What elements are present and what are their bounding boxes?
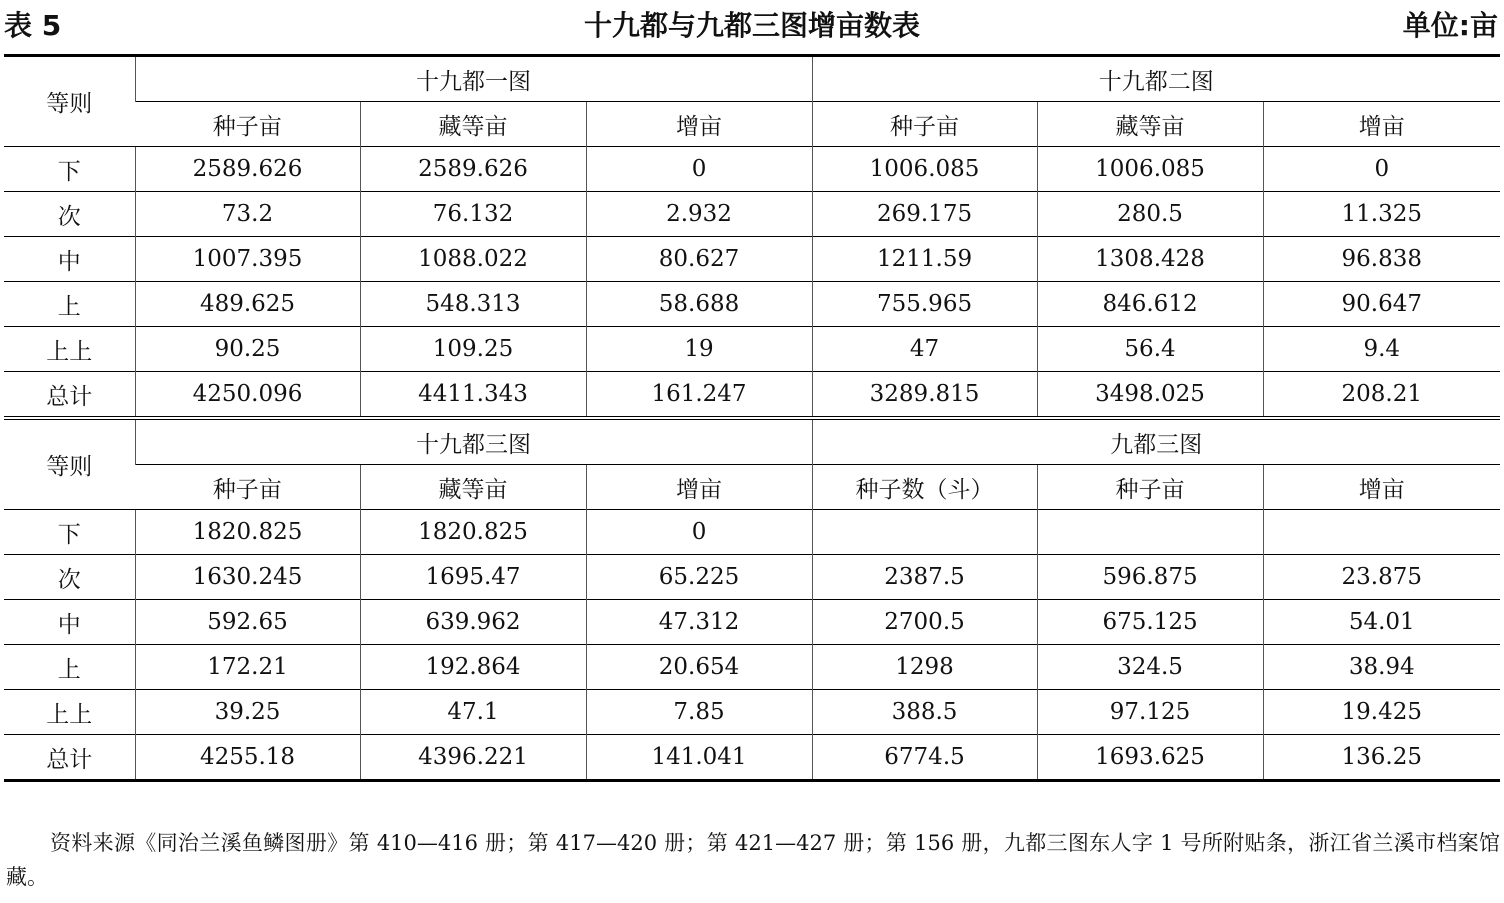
table-cell: 596.875 bbox=[1037, 555, 1263, 600]
table-cell: 109.25 bbox=[360, 327, 586, 372]
table-cell: 6774.5 bbox=[812, 735, 1037, 781]
table-cell bbox=[812, 510, 1037, 555]
row-label: 上 bbox=[4, 645, 135, 690]
table-cell: 9.4 bbox=[1263, 327, 1500, 372]
table-cell: 0 bbox=[1263, 147, 1500, 192]
group-b-header: 九都三图 bbox=[812, 418, 1500, 465]
table-cell: 2.932 bbox=[586, 192, 812, 237]
table-cell bbox=[1037, 510, 1263, 555]
table-cell: 39.25 bbox=[135, 690, 360, 735]
table-row bbox=[4, 645, 1500, 690]
table-cell: 592.65 bbox=[135, 600, 360, 645]
table-cell: 4250.096 bbox=[135, 372, 360, 419]
table-cell: 846.612 bbox=[1037, 282, 1263, 327]
table-cell bbox=[1263, 510, 1500, 555]
table-cell: 172.21 bbox=[135, 645, 360, 690]
column-header: 增亩 bbox=[1263, 465, 1500, 510]
table-cell: 1820.825 bbox=[135, 510, 360, 555]
table-row bbox=[4, 147, 1500, 192]
table-cell: 3289.815 bbox=[812, 372, 1037, 419]
table-cell: 324.5 bbox=[1037, 645, 1263, 690]
table-cell: 2589.626 bbox=[135, 147, 360, 192]
group-header-row bbox=[4, 56, 1500, 102]
table-cell: 639.962 bbox=[360, 600, 586, 645]
row-label: 中 bbox=[4, 600, 135, 645]
table-row bbox=[4, 555, 1500, 600]
table-cell: 280.5 bbox=[1037, 192, 1263, 237]
table-cell: 136.25 bbox=[1263, 735, 1500, 781]
row-label: 下 bbox=[4, 147, 135, 192]
table-cell: 7.85 bbox=[586, 690, 812, 735]
group-header-row bbox=[4, 418, 1500, 465]
row-label: 上上 bbox=[4, 690, 135, 735]
table-number: 表 5 bbox=[4, 9, 62, 42]
row-label: 总计 bbox=[4, 735, 135, 781]
table-cell: 675.125 bbox=[1037, 600, 1263, 645]
table-cell: 1211.59 bbox=[812, 237, 1037, 282]
table-cell: 47 bbox=[812, 327, 1037, 372]
table-row bbox=[4, 690, 1500, 735]
column-header: 藏等亩 bbox=[360, 465, 586, 510]
table-row bbox=[4, 510, 1500, 555]
table-row bbox=[4, 600, 1500, 645]
table-cell: 65.225 bbox=[586, 555, 812, 600]
column-header: 种子亩 bbox=[135, 102, 360, 147]
table-cell: 54.01 bbox=[1263, 600, 1500, 645]
source-note: 资料来源《同治兰溪鱼鳞图册》第 410—416 册；第 417—420 册；第 421—427 册；第 156 册，九都三图东人字 1 号所附贴条，浙江省兰溪市档案馆藏。 bbox=[6, 831, 1500, 889]
column-header: 藏等亩 bbox=[1037, 102, 1263, 147]
row-label: 次 bbox=[4, 192, 135, 237]
column-header: 增亩 bbox=[586, 465, 812, 510]
table-cell: 19 bbox=[586, 327, 812, 372]
table-cell: 20.654 bbox=[586, 645, 812, 690]
table-cell: 97.125 bbox=[1037, 690, 1263, 735]
table-cell: 1308.428 bbox=[1037, 237, 1263, 282]
table-cell: 1693.625 bbox=[1037, 735, 1263, 781]
column-header: 种子亩 bbox=[812, 102, 1037, 147]
table-cell: 269.175 bbox=[812, 192, 1037, 237]
column-header-row bbox=[4, 465, 1500, 510]
column-header: 藏等亩 bbox=[360, 102, 586, 147]
column-header: 增亩 bbox=[1263, 102, 1500, 147]
row-label: 次 bbox=[4, 555, 135, 600]
table-cell: 1007.395 bbox=[135, 237, 360, 282]
table-cell: 73.2 bbox=[135, 192, 360, 237]
table-cell: 2589.626 bbox=[360, 147, 586, 192]
table-cell: 1006.085 bbox=[812, 147, 1037, 192]
table-cell: 1088.022 bbox=[360, 237, 586, 282]
table-title-bar bbox=[0, 0, 1504, 46]
table-cell: 1695.47 bbox=[360, 555, 586, 600]
table-cell: 489.625 bbox=[135, 282, 360, 327]
table-cell: 755.965 bbox=[812, 282, 1037, 327]
table-cell: 4255.18 bbox=[135, 735, 360, 781]
row-label: 总计 bbox=[4, 372, 135, 419]
table-cell: 11.325 bbox=[1263, 192, 1500, 237]
table-cell: 4396.221 bbox=[360, 735, 586, 781]
table-cell: 23.875 bbox=[1263, 555, 1500, 600]
table-cell: 548.313 bbox=[360, 282, 586, 327]
table-title: 十九都与九都三图增亩数表 bbox=[583, 9, 920, 42]
table-row bbox=[4, 237, 1500, 282]
table-cell: 1006.085 bbox=[1037, 147, 1263, 192]
column-header-row bbox=[4, 102, 1500, 147]
table-cell: 3498.025 bbox=[1037, 372, 1263, 419]
column-header: 种子亩 bbox=[135, 465, 360, 510]
table-cell: 80.627 bbox=[586, 237, 812, 282]
row-header-cell: 等则 bbox=[4, 56, 135, 147]
table-cell: 90.25 bbox=[135, 327, 360, 372]
table-cell: 1630.245 bbox=[135, 555, 360, 600]
table-cell: 19.425 bbox=[1263, 690, 1500, 735]
table-cell: 388.5 bbox=[812, 690, 1037, 735]
row-label: 中 bbox=[4, 237, 135, 282]
table-unit: 单位:亩 bbox=[1402, 9, 1498, 42]
table-row bbox=[4, 735, 1500, 781]
table-cell: 2387.5 bbox=[812, 555, 1037, 600]
table-cell: 1298 bbox=[812, 645, 1037, 690]
table-cell: 4411.343 bbox=[360, 372, 586, 419]
table-cell: 90.647 bbox=[1263, 282, 1500, 327]
table-cell: 47.312 bbox=[586, 600, 812, 645]
table-cell: 1820.825 bbox=[360, 510, 586, 555]
table-cell: 76.132 bbox=[360, 192, 586, 237]
group-a-header: 十九都三图 bbox=[135, 418, 812, 465]
table-cell: 141.041 bbox=[586, 735, 812, 781]
table-cell: 96.838 bbox=[1263, 237, 1500, 282]
table-cell: 192.864 bbox=[360, 645, 586, 690]
table-row bbox=[4, 192, 1500, 237]
table-cell: 58.688 bbox=[586, 282, 812, 327]
group-b-header: 十九都二图 bbox=[812, 56, 1500, 102]
data-table bbox=[4, 54, 1500, 782]
table-cell: 38.94 bbox=[1263, 645, 1500, 690]
column-header: 种子亩 bbox=[1037, 465, 1263, 510]
table-cell: 208.21 bbox=[1263, 372, 1500, 419]
table-cell: 161.247 bbox=[586, 372, 812, 419]
table-cell: 0 bbox=[586, 510, 812, 555]
table-cell: 2700.5 bbox=[812, 600, 1037, 645]
group-a-header: 十九都一图 bbox=[135, 56, 812, 102]
table-row bbox=[4, 372, 1500, 419]
row-label: 下 bbox=[4, 510, 135, 555]
table-cell: 56.4 bbox=[1037, 327, 1263, 372]
table-row bbox=[4, 327, 1500, 372]
column-header: 增亩 bbox=[586, 102, 812, 147]
row-label: 上 bbox=[4, 282, 135, 327]
column-header: 种子数（斗） bbox=[812, 465, 1037, 510]
table-cell: 0 bbox=[586, 147, 812, 192]
table-cell: 47.1 bbox=[360, 690, 586, 735]
table-row bbox=[4, 282, 1500, 327]
row-label: 上上 bbox=[4, 327, 135, 372]
row-header-cell: 等则 bbox=[4, 418, 135, 510]
